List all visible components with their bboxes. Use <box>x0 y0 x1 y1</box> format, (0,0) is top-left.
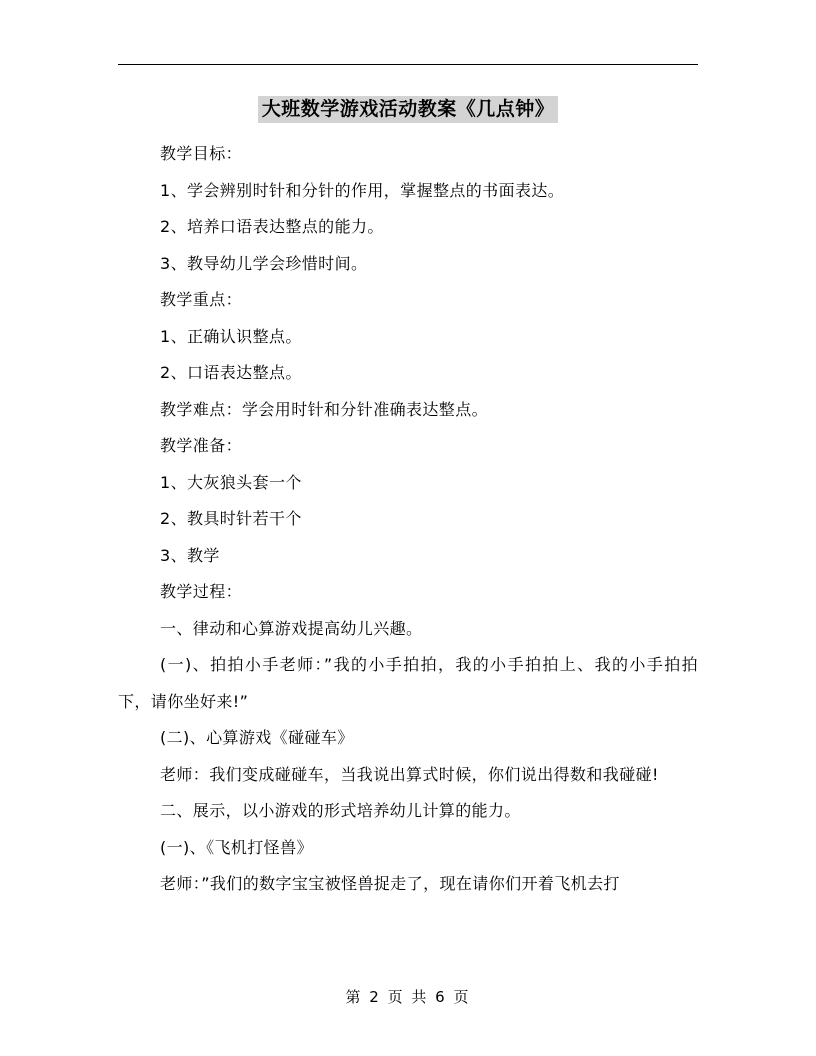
paragraph: 教学难点：学会用时针和分针准确表达整点。 <box>160 399 489 419</box>
paragraph: 1、大灰狼头套一个 <box>160 472 302 492</box>
paragraph: (一)、拍拍小手老师：”我的小手拍拍，我的小手拍拍上、我的小手拍拍下，请你坐好来!” <box>118 655 698 711</box>
paragraph: (二)、心算游戏《碰碰车》 <box>160 728 354 747</box>
paragraph: 2、教具时针若干个 <box>160 509 302 528</box>
paragraph: (一)、《飞机打怪兽》 <box>160 837 313 857</box>
paragraph: 3、教导幼儿学会珍惜时间。 <box>160 253 368 273</box>
document-body <box>118 136 698 903</box>
paragraph: 二、展示，以小游戏的形式培养幼儿计算的能力。 <box>160 801 521 820</box>
paragraph: 3、教学 <box>160 545 220 565</box>
paragraph: 老师：我们变成碰碰车，当我说出算式时候，你们说出得数和我碰碰! <box>160 764 659 784</box>
page-number-footer: 第 2 页 共 6 页 <box>345 988 471 1006</box>
paragraph: 教学重点： <box>160 290 243 309</box>
title-container <box>0 96 816 123</box>
paragraph: 教学准备： <box>160 436 243 455</box>
paragraph: 一、律动和心算游戏提高幼儿兴趣。 <box>160 618 423 638</box>
paragraph: 2、口语表达整点。 <box>160 363 302 382</box>
paragraph: 老师：”我们的数字宝宝被怪兽捉走了，现在请你们开着飞机去打 <box>160 874 620 893</box>
paragraph: 1、正确认识整点。 <box>160 326 302 346</box>
paragraph: 1、学会辨别时针和分针的作用，掌握整点的书面表达。 <box>160 180 565 200</box>
paragraph: 2、培养口语表达整点的能力。 <box>160 217 384 236</box>
paragraph: 教学过程： <box>160 582 243 601</box>
paragraph: 教学目标： <box>160 144 243 163</box>
header-rule <box>118 64 698 65</box>
document-title: 大班数学游戏活动教案《几点钟》 <box>258 96 559 123</box>
